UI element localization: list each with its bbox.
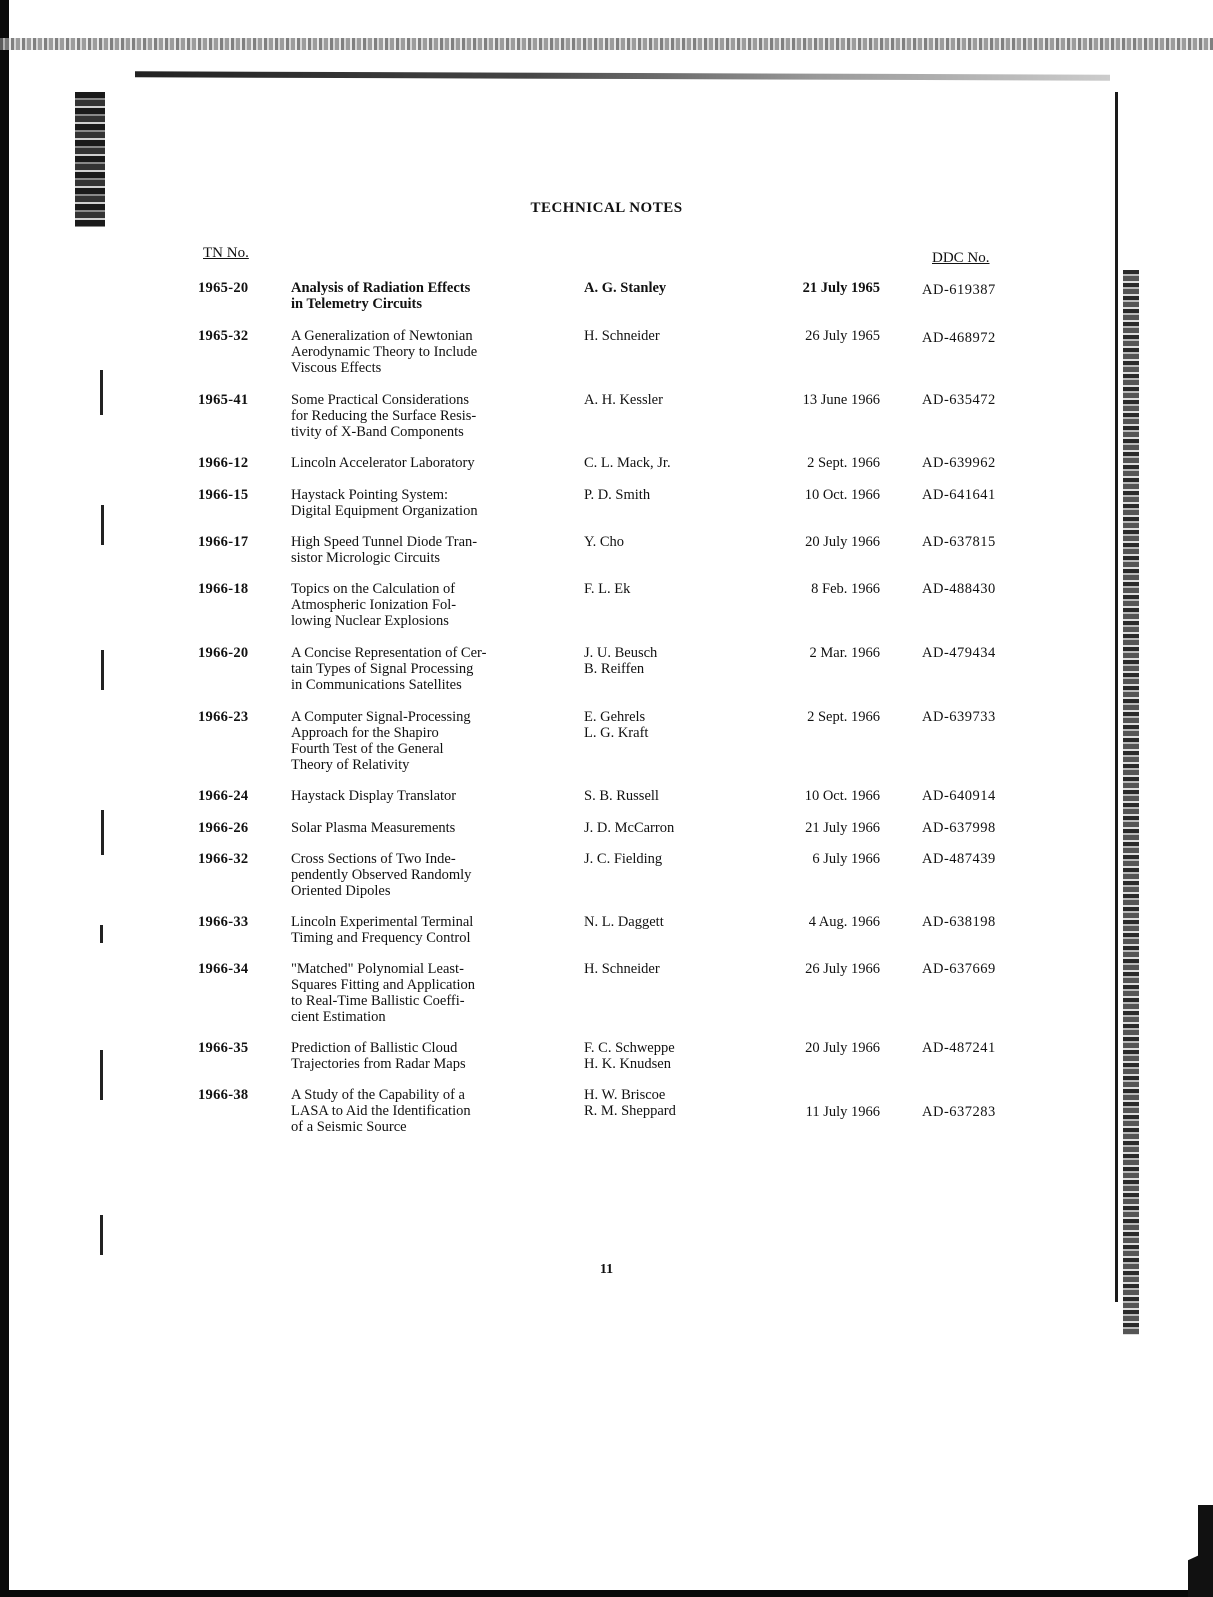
- note-date: 10 Oct. 1966: [804, 788, 880, 804]
- note-authors: [584, 1040, 675, 1072]
- note-title-line: A Computer Signal-Processing: [291, 709, 471, 725]
- note-title-line: Some Practical Considerations: [291, 392, 469, 408]
- tn-number: 1966-18: [198, 581, 249, 597]
- note-title: [291, 788, 456, 804]
- tn-number: 1966-24: [198, 788, 249, 804]
- scan-mark: [100, 370, 103, 415]
- note-title-line: in Telemetry Circuits: [291, 296, 423, 312]
- note-title-line: pendently Observed Randomly: [291, 867, 472, 883]
- note-date: 8 Feb. 1966: [811, 581, 880, 597]
- note-title: [291, 328, 477, 376]
- note-title-line: LASA to Aid the Identification: [291, 1103, 471, 1119]
- note-title-line: Haystack Pointing System:: [291, 487, 449, 503]
- ddc-number: AD-637815: [922, 534, 996, 550]
- note-title-line: Timing and Frequency Control: [291, 930, 471, 946]
- note-authors: [584, 709, 648, 741]
- note-date: 10 Oct. 1966: [804, 487, 880, 503]
- author-name: E. Gehrels: [584, 709, 646, 725]
- tn-number: 1965-32: [198, 328, 249, 344]
- scan-mark: [101, 810, 104, 855]
- note-title-line: High Speed Tunnel Diode Tran-: [291, 534, 478, 550]
- scan-rule-top: [135, 71, 1110, 80]
- note-authors: [584, 788, 659, 804]
- page-title: TECHNICAL NOTES: [530, 200, 683, 216]
- note-date: 20 July 1966: [805, 1040, 880, 1056]
- note-title: [291, 455, 475, 471]
- note-authors: [584, 914, 664, 930]
- note-title-line: Solar Plasma Measurements: [291, 820, 456, 836]
- note-title-line: A Generalization of Newtonian: [291, 328, 473, 344]
- note-authors: [584, 851, 662, 867]
- note-title: [291, 820, 455, 836]
- note-authors: [584, 820, 674, 836]
- note-title-line: A Concise Representation of Cer-: [291, 645, 487, 661]
- tn-number: 1966-34: [198, 961, 249, 977]
- note-title: [291, 1087, 471, 1135]
- note-title-line: A Study of the Capability of a: [291, 1087, 465, 1103]
- ddc-number-header: DDC No.: [932, 250, 990, 266]
- ddc-number: AD-637283: [922, 1104, 996, 1120]
- scan-mark: [100, 925, 103, 943]
- ddc-number: AD-639962: [922, 455, 996, 471]
- note-authors: [584, 328, 660, 344]
- note-title: [291, 534, 477, 566]
- author-name: A. H. Kessler: [584, 392, 663, 408]
- note-title-line: for Reducing the Surface Resis-: [291, 408, 477, 424]
- note-date: 21 July 1966: [805, 820, 880, 836]
- note-title-line: tain Types of Signal Processing: [291, 661, 474, 677]
- note-title-line: Topics on the Calculation of: [291, 581, 456, 597]
- note-title-line: Theory of Relativity: [291, 757, 410, 773]
- scan-noise-top: [0, 38, 1213, 50]
- ddc-number: AD-479434: [922, 645, 996, 661]
- note-title-line: Lincoln Accelerator Laboratory: [291, 455, 475, 471]
- ddc-number: AD-638198: [922, 914, 996, 930]
- note-title-line: Viscous Effects: [291, 360, 382, 376]
- tn-number: 1966-15: [198, 487, 249, 503]
- note-title-line: Aerodynamic Theory to Include: [291, 344, 478, 360]
- author-name: P. D. Smith: [584, 487, 651, 503]
- note-title-line: sistor Micrologic Circuits: [291, 550, 441, 566]
- scan-mark: [101, 650, 104, 690]
- note-title: [291, 581, 456, 629]
- scan-rule-right: [1115, 92, 1118, 1302]
- note-title-line: Approach for the Shapiro: [291, 725, 439, 741]
- note-title: [291, 1040, 466, 1072]
- note-authors: [584, 961, 660, 977]
- note-title-line: Squares Fitting and Application: [291, 977, 476, 993]
- note-title-line: Digital Equipment Organization: [291, 503, 478, 519]
- author-name: S. B. Russell: [584, 788, 659, 804]
- scan-mark: [101, 505, 104, 545]
- note-authors: [584, 1087, 676, 1119]
- note-authors: [584, 645, 657, 677]
- note-title: [291, 280, 470, 312]
- author-name: B. Reiffen: [584, 661, 645, 677]
- note-title-line: of a Seismic Source: [291, 1119, 407, 1135]
- note-authors: [584, 392, 663, 408]
- note-title: [291, 961, 475, 1025]
- note-title: [291, 914, 473, 946]
- note-date: 2 Sept. 1966: [807, 709, 880, 725]
- note-title-line: Trajectories from Radar Maps: [291, 1056, 466, 1072]
- note-title-line: Atmospheric Ionization Fol-: [291, 597, 457, 613]
- note-title: [291, 487, 478, 519]
- author-name: J. D. McCarron: [584, 820, 675, 836]
- ddc-number: AD-635472: [922, 392, 996, 408]
- note-authors: [584, 280, 666, 296]
- note-date: 13 June 1966: [802, 392, 880, 408]
- note-title-line: Lincoln Experimental Terminal: [291, 914, 474, 930]
- tn-number: 1965-20: [198, 280, 249, 296]
- author-name: R. M. Sheppard: [584, 1103, 676, 1119]
- author-name: C. L. Mack, Jr.: [584, 455, 671, 471]
- author-name: Y. Cho: [584, 534, 625, 550]
- tn-number-header: TN No.: [203, 245, 249, 261]
- note-title: [291, 709, 471, 773]
- scan-noise-right: [1123, 270, 1139, 1335]
- note-title: [291, 851, 471, 899]
- ddc-number: AD-639733: [922, 709, 996, 725]
- ddc-number: AD-487241: [922, 1040, 996, 1056]
- note-title-line: in Communications Satellites: [291, 677, 462, 693]
- author-name: H. W. Briscoe: [584, 1087, 666, 1103]
- note-title-line: cient Estimation: [291, 1009, 386, 1025]
- ddc-number: AD-488430: [922, 581, 996, 597]
- note-title-line: Prediction of Ballistic Cloud: [291, 1040, 458, 1056]
- note-date: 2 Mar. 1966: [809, 645, 880, 661]
- ddc-number: AD-619387: [922, 282, 996, 298]
- page-number: 11: [599, 1262, 614, 1277]
- tn-number: 1966-23: [198, 709, 249, 725]
- author-name: J. C. Fielding: [584, 851, 663, 867]
- note-authors: [584, 487, 650, 503]
- note-title-line: Cross Sections of Two Inde-: [291, 851, 456, 867]
- note-authors: [584, 534, 624, 550]
- author-name: N. L. Daggett: [584, 914, 664, 930]
- author-name: H. Schneider: [584, 328, 660, 344]
- note-title-line: "Matched" Polynomial Least-: [291, 961, 464, 977]
- note-title: [291, 392, 476, 440]
- note-title-line: lowing Nuclear Explosions: [291, 613, 449, 629]
- tn-number: 1966-33: [198, 914, 249, 930]
- author-name: F. L. Ek: [584, 581, 631, 597]
- author-name: A. G. Stanley: [584, 280, 667, 296]
- note-date: 26 July 1965: [805, 328, 880, 344]
- ddc-number: AD-640914: [922, 788, 996, 804]
- note-date: 4 Aug. 1966: [808, 914, 880, 930]
- ddc-number: AD-637669: [922, 961, 996, 977]
- author-name: H. K. Knudsen: [584, 1056, 671, 1072]
- scan-edge-bottom: [0, 1590, 1213, 1597]
- note-title-line: Analysis of Radiation Effects: [291, 280, 471, 296]
- tn-number: 1966-32: [198, 851, 249, 867]
- tn-number: 1966-20: [198, 645, 249, 661]
- note-date: 20 July 1966: [805, 534, 880, 550]
- note-date: 6 July 1966: [812, 851, 880, 867]
- note-title-line: Haystack Display Translator: [291, 788, 457, 804]
- author-name: L. G. Kraft: [584, 725, 649, 741]
- scan-edge-left: [0, 0, 9, 1597]
- note-authors: [584, 581, 630, 597]
- tn-number: 1966-17: [198, 534, 249, 550]
- note-authors: [584, 455, 671, 471]
- note-title-line: Fourth Test of the General: [291, 741, 444, 757]
- ddc-number: AD-641641: [922, 487, 996, 503]
- scan-mark: [100, 1215, 103, 1255]
- note-date: 26 July 1966: [805, 961, 880, 977]
- ddc-number: AD-487439: [922, 851, 996, 867]
- note-title-line: Oriented Dipoles: [291, 883, 391, 899]
- note-title-line: to Real-Time Ballistic Coeffi-: [291, 993, 465, 1009]
- note-title: [291, 645, 486, 693]
- tn-number: 1966-26: [198, 820, 249, 836]
- tn-number: 1966-35: [198, 1040, 249, 1056]
- tn-number: 1966-12: [198, 455, 249, 471]
- author-name: H. Schneider: [584, 961, 660, 977]
- tn-number: 1966-38: [198, 1087, 249, 1103]
- note-date: 11 July 1966: [805, 1104, 880, 1120]
- author-name: J. U. Beusch: [584, 645, 658, 661]
- note-date: 2 Sept. 1966: [807, 455, 880, 471]
- ddc-number: AD-637998: [922, 820, 996, 836]
- scan-corner: [1188, 1505, 1213, 1597]
- note-date: 21 July 1965: [802, 280, 880, 296]
- ddc-number: AD-468972: [922, 330, 996, 346]
- note-title-line: tivity of X-Band Components: [291, 424, 464, 440]
- scan-mark: [100, 1050, 103, 1100]
- tn-number: 1965-41: [198, 392, 249, 408]
- author-name: F. C. Schweppe: [584, 1040, 675, 1056]
